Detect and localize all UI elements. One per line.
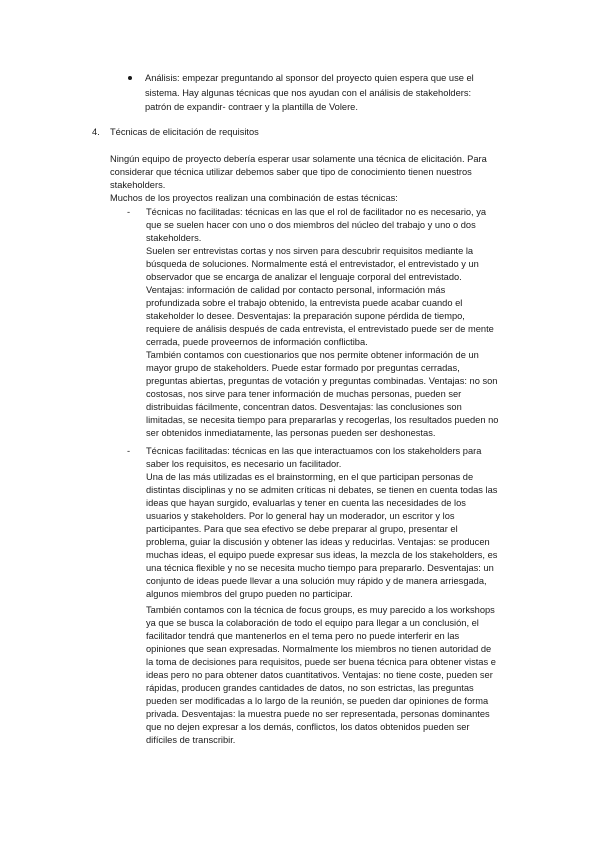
text-line: búsqueda de soluciones. Normalmente está el entrevistador, el entrevistado y un xyxy=(146,259,479,269)
section-title: Técnicas de elicitación de requisitos xyxy=(110,127,259,137)
text-line: cerrada, puede proveernos de información conflictiba. xyxy=(146,337,368,347)
text-line: Análisis: empezar preguntando al sponsor del proyecto quien espera que use el xyxy=(145,73,474,83)
text-line: considerar que técnica utilizar debemos saber que tipo de conocimiento tienen nuestros xyxy=(110,167,472,177)
text-line: pueden ser modificadas a lo largo de la reunión, se pueden dar opiniones de forma xyxy=(146,696,489,706)
text-line: Ventajas: información de calidad por contacto personal, información más xyxy=(146,285,446,295)
text-line: sistema. Hay algunas técnicas que nos ayudan con el análisis de stakeholders: xyxy=(145,88,472,98)
text-line: Una de las más utilizadas es el brainstorming, en el que participan personas de xyxy=(146,472,474,482)
text-line: rápidas, producen grandes cantidades de datos, no son estrictas, las preguntas xyxy=(146,683,474,693)
text-line: usuarios y stakeholders. Por lo general hay un moderador, un escritor y los xyxy=(146,511,455,521)
text-line: requiere de análisis después de cada entrevista, el entrevistado puede ser de mente xyxy=(146,324,494,334)
text-line: opiniones que sean expresadas. Normalmente los miembros no tienen autoridad de xyxy=(146,644,492,654)
text-line: distribuidas fácilmente, concentran datos. Desventajas: las conclusiones son xyxy=(146,402,462,412)
text-line: ya que se busca la colaboración de todo el equipo para llegar a un conclusión, el xyxy=(146,618,479,628)
text-line: algunos miembros del grupo pueden no participar. xyxy=(146,589,353,599)
text-line: participantes. Para que sea efectivo se debe preparar al grupo, presentar el xyxy=(146,524,458,534)
text-line: stakeholder lo desee. Desventajas: la preparación supone pérdida de tiempo, xyxy=(146,311,465,321)
list-dash-marker: - xyxy=(127,207,131,217)
text-line: difíciles de transcribir. xyxy=(146,735,236,745)
text-line: costosas, nos sirve para tener información de muchas personas, pueden ser xyxy=(146,389,462,399)
text-line: ideas pero no para obtener datos cuantitativos. Ventajas: no tiene coste, pueden ser xyxy=(146,670,493,680)
text-line: Ningún equipo de proyecto debería esperar usar solamente una técnica de elicitación. Para xyxy=(110,154,487,164)
text-line: una técnica flexible y no se necesita mucho tiempo para prepararlo. Desventajas: un xyxy=(146,563,494,573)
text-line: Técnicas facilitadas: técnicas en las que interactuamos con los stakeholders para xyxy=(146,446,482,456)
text-line: facilitador tendrá que mantenerlos en el tema pero no puede interferir en las xyxy=(146,631,460,641)
text-line: privada. Desventajas: la muestra puede no ser representada, personas dominantes xyxy=(146,709,490,719)
text-line: ideas que hayan surgido, evaluarlas y tener en cuenta las necesidades de los xyxy=(146,498,466,508)
text-line: mayor grupo de stakeholders. Puede estar formado por preguntas cerradas, xyxy=(146,363,460,373)
text-line: la toma de decisiones para requisitos, puede ser buena técnica para obtener vistas e xyxy=(146,657,496,667)
text-line: patrón de expandir- contraer y la plantilla de Volere. xyxy=(145,102,358,112)
text-line: problema, guiar la discusión y obtener las ideas y reducirlas. Ventajas: se producen xyxy=(146,537,490,547)
text-line: ser obtenidos inmediatamente, las personas pueden ser deshonestas. xyxy=(146,428,436,438)
text-line: conjunto de ideas puede llevar a una solución muy rápido y de manera arriesgada, xyxy=(146,576,487,586)
text-line: stakeholders. xyxy=(146,233,202,243)
bullet-dot-icon xyxy=(128,76,132,80)
text-line: distintas disciplinas y no se admiten críticas ni debates, se tienen en cuenta todas las xyxy=(146,485,498,495)
text-line: Técnicas no facilitadas: técnicas en las que el rol de facilitador no es necesario, ya xyxy=(146,207,487,217)
list-dash-marker: - xyxy=(127,446,131,456)
text-line: que no dejen expresar a los demás, conflictos, los datos obtenidos pueden ser xyxy=(146,722,470,732)
text-line: También contamos con cuestionarios que nos permite obtener información de un xyxy=(146,350,479,360)
text-line: Muchos de los proyectos realizan una combinación de estas técnicas: xyxy=(110,193,398,203)
text-line: que se suelen hacer con uno o dos miembros del núcleo del trabajo y uno o dos xyxy=(146,220,476,230)
text-line: observador que se encarga de analizar el lenguaje corporal del entrevistado. xyxy=(146,272,462,282)
text-line: limitadas, se necesita tiempo para prepararlas y recogerlas, los resultados pueden no xyxy=(146,415,499,425)
section-number: 4. xyxy=(92,127,100,137)
text-line: muchas ideas, el equipo puede expresar sus ideas, la mezcla de los stakeholders, es xyxy=(146,550,498,560)
text-line: saber los requisitos, es necesario un facilitador. xyxy=(146,459,342,469)
text-line: preguntas abiertas, preguntas de votación y preguntas combinadas. Ventajas: no son xyxy=(146,376,498,386)
text-line: También contamos con la técnica de focus groups, es muy parecido a los workshops xyxy=(146,605,495,615)
text-line: profundizada sobre el trabajo obtenido, la entrevista puede acabar cuando el xyxy=(146,298,463,308)
text-line: stakeholders. xyxy=(110,180,166,190)
text-line: Suelen ser entrevistas cortas y nos sirven para descubrir requisitos mediante la xyxy=(146,246,474,256)
